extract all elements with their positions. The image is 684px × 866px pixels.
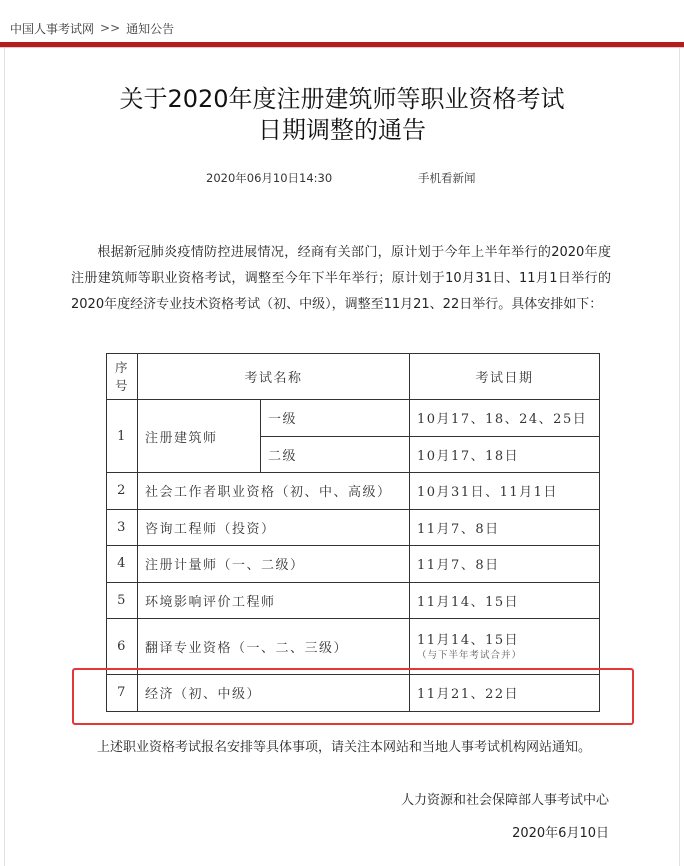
header-rule (0, 42, 684, 47)
mobile-news-link[interactable]: 手机看新闻 (418, 171, 476, 185)
row-date: 10月31日、11月1日 (410, 473, 600, 510)
row-name: 咨询工程师（投资） (138, 509, 410, 546)
breadcrumb-separator: >> (100, 21, 121, 35)
table-row (107, 400, 600, 437)
row-date: 11月7、8日 (410, 509, 600, 546)
table-header-row (107, 354, 600, 400)
header-name: 考试名称 (138, 354, 410, 400)
row-no: 6 (107, 619, 138, 675)
table-row (107, 619, 600, 675)
exam-schedule-table (106, 353, 600, 712)
row-date: 11月14、15日 (410, 582, 600, 619)
breadcrumb (10, 18, 174, 38)
highlight-box (72, 668, 634, 725)
header-no-label: 序号 (115, 359, 130, 393)
row-name: 社会工作者职业资格（初、中、高级） (138, 473, 410, 510)
table-row (107, 509, 600, 546)
header-date: 考试日期 (410, 354, 600, 400)
breadcrumb-home-link[interactable]: 中国人事考试网 (10, 21, 95, 36)
row-date: 10月17、18日 (410, 436, 600, 473)
row-no: 2 (107, 473, 138, 510)
row-date: 11月7、8日 (410, 546, 600, 583)
table-row (107, 546, 600, 583)
breadcrumb-section-link[interactable]: 通知公告 (126, 21, 175, 36)
header-no (107, 354, 138, 400)
table-row (107, 582, 600, 619)
signature-date: 2020年6月10日 (512, 826, 609, 841)
row-date: 11月14、15日 (417, 633, 520, 648)
row-name: 注册计量师（一、二级） (138, 546, 410, 583)
row-no: 7 (107, 675, 138, 712)
signature: 人力资源和社会保障部人事考试中心 (400, 793, 609, 808)
row-date: 10月17、18、24、25日 (410, 400, 600, 437)
row-name: 翻译专业资格（一、二、三级） (138, 619, 410, 675)
row-name: 经济（初、中级） (138, 675, 410, 712)
row-level: 二级 (261, 436, 410, 473)
row-no: 3 (107, 509, 138, 546)
article-title-line1: 关于2020年度注册建筑师等职业资格考试 (119, 85, 565, 113)
row-name: 注册建筑师 (138, 400, 261, 473)
row-no: 1 (107, 400, 138, 473)
row-date: 11月21、22日 (410, 675, 600, 712)
table-row (107, 473, 600, 510)
article-title (0, 84, 684, 146)
row-name: 环境影响评价工程师 (138, 582, 410, 619)
row-note: （与下半年考试合并） (417, 650, 523, 661)
row-no: 4 (107, 546, 138, 583)
intro-paragraph (71, 240, 611, 318)
article-title-line2: 日期调整的通告 (258, 116, 426, 144)
intro-text: 根据新冠肺炎疫情防控进展情况，经商有关部门，原计划于今年上半年举行的2020年度注册建筑师等职业资格考试，调整至今年下半年举行；原计划于10月31日、11月1日举行的2020年度经济专业技术资格考试（初、中级），调整至11月21、22日举行。具体安排如下： (71, 245, 611, 312)
closing-text: 上述职业资格考试报名安排等具体事项，请关注本网站和当地人事考试机构网站通知。 (97, 740, 592, 755)
row-level: 一级 (261, 400, 410, 437)
closing-paragraph (71, 735, 611, 761)
publish-time: 2020年06月10日14:30 (206, 171, 333, 185)
row-no: 5 (107, 582, 138, 619)
row-date-cell (410, 619, 600, 675)
